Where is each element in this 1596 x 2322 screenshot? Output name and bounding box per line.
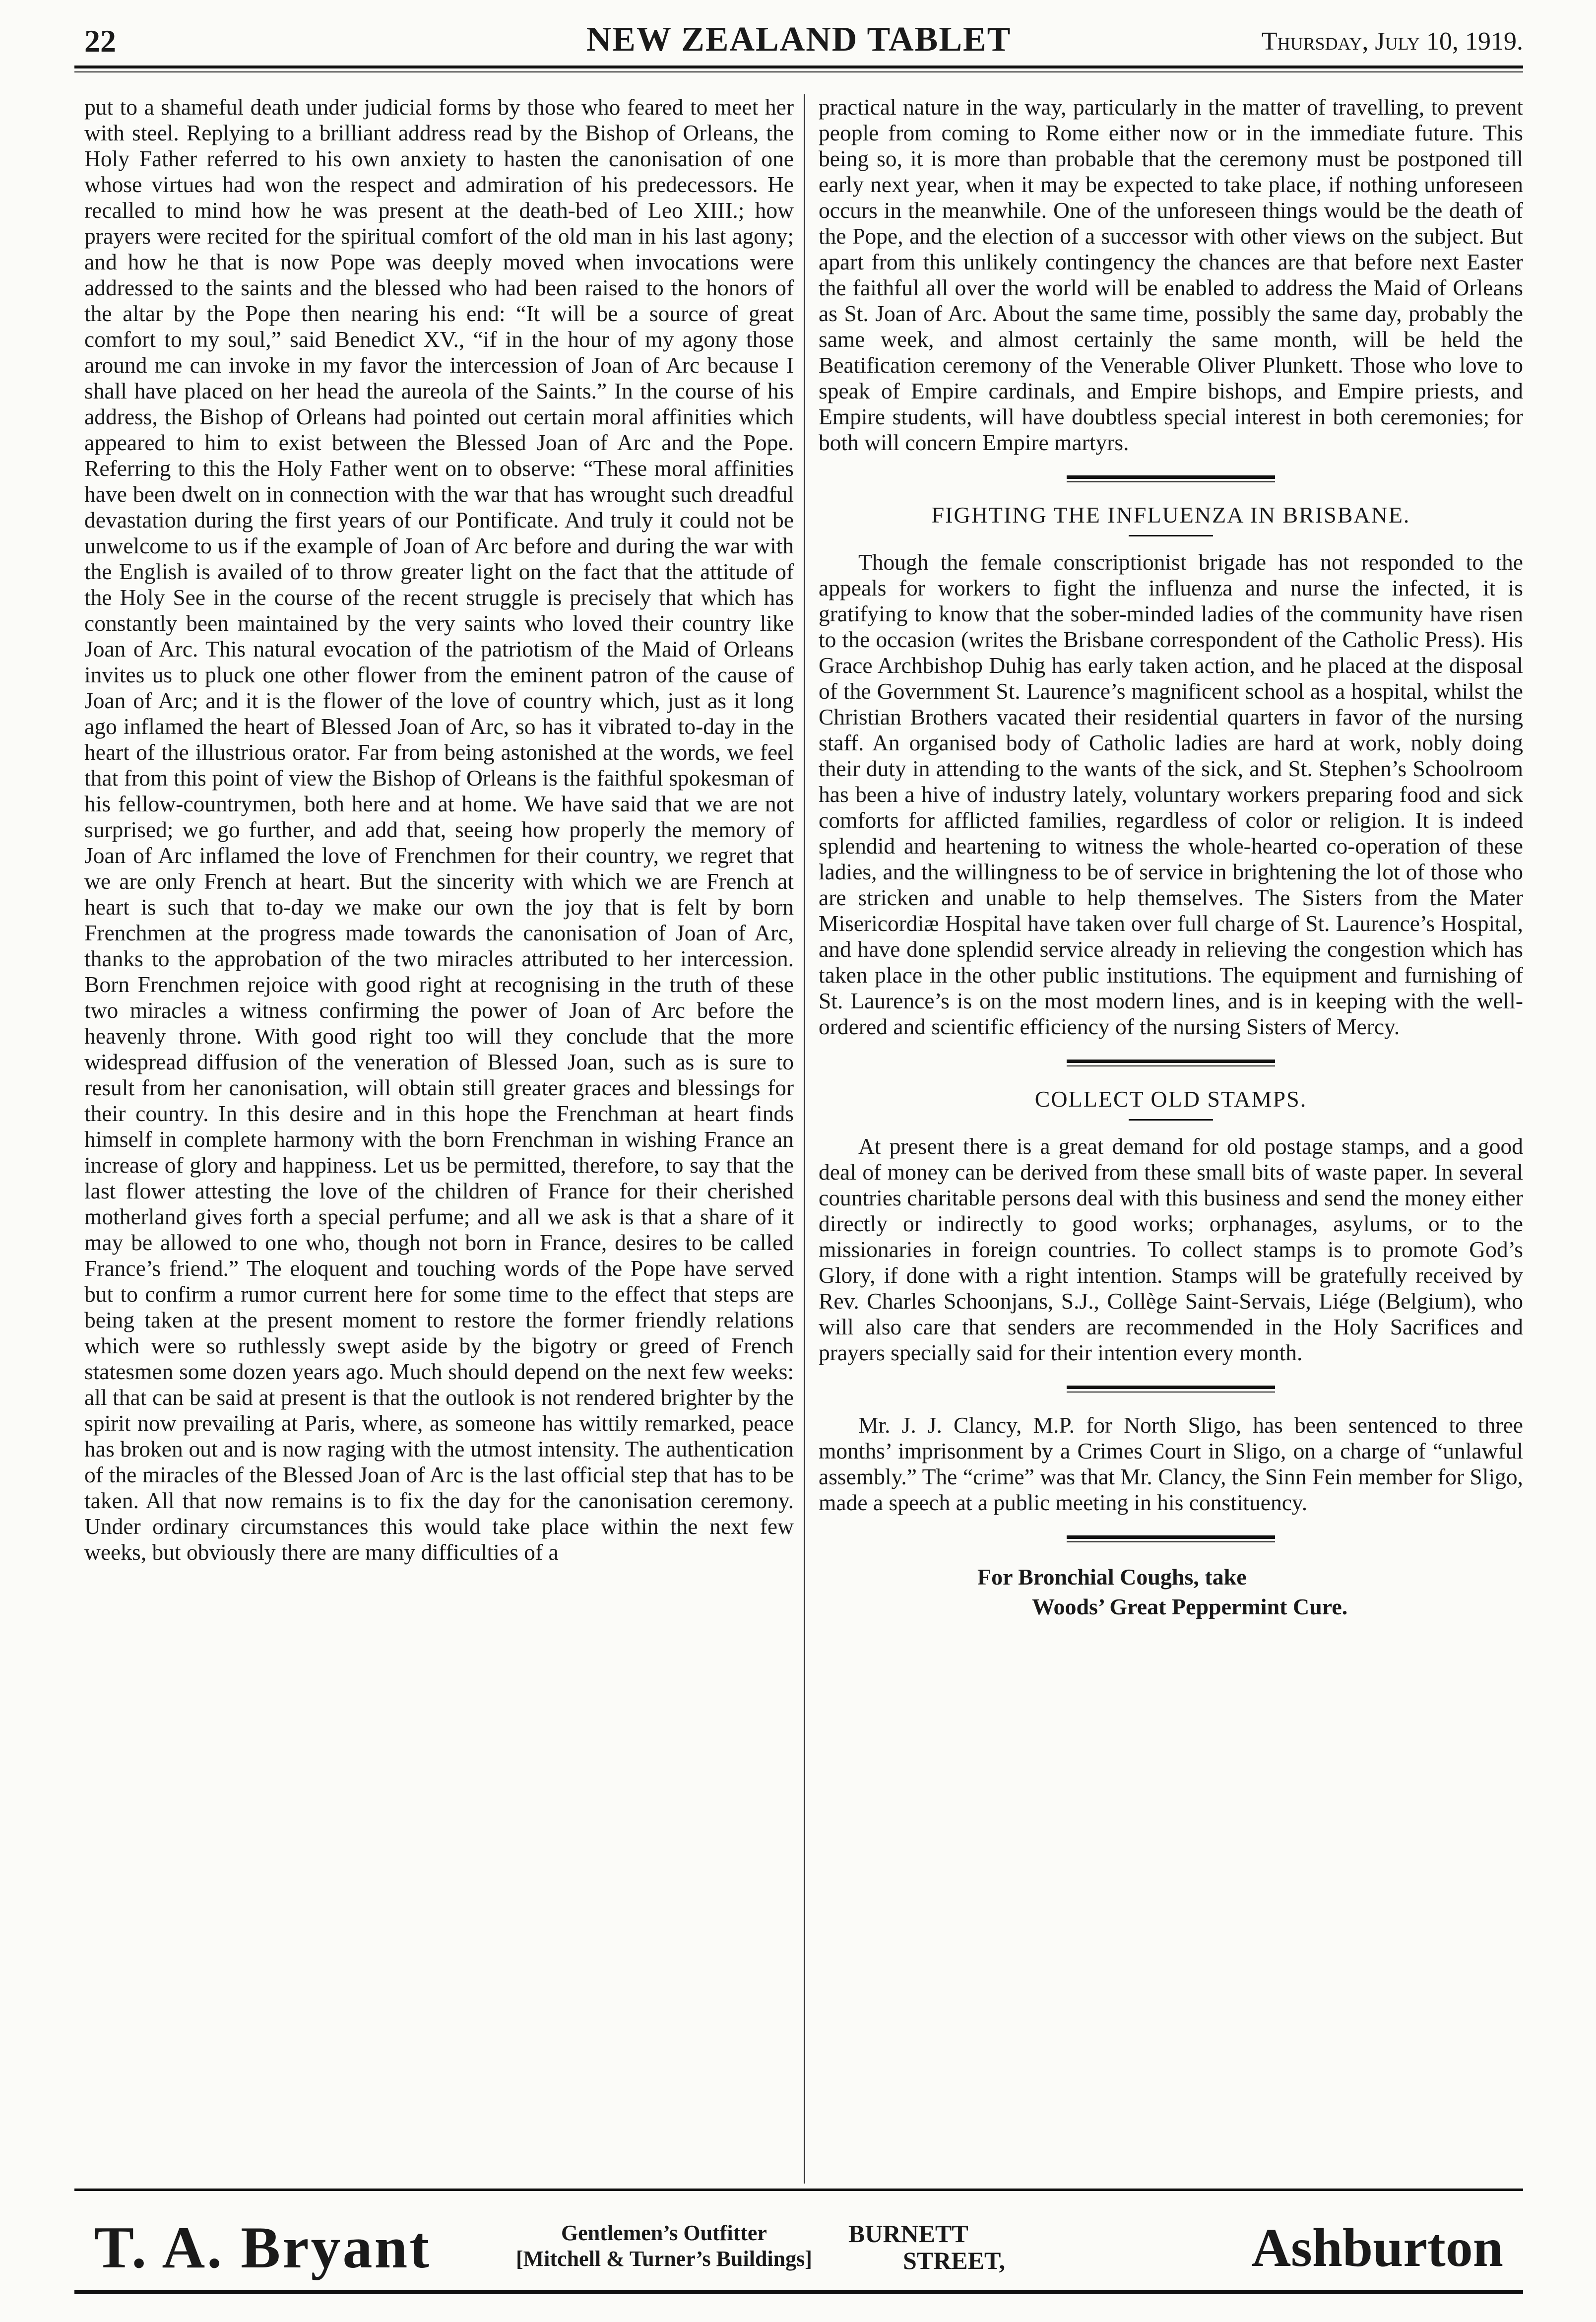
advertiser-trade [516, 2220, 812, 2272]
heading-underline [1129, 1119, 1213, 1121]
page-number: 22 [84, 23, 116, 59]
column-divider [804, 94, 805, 2184]
street-line-1: BURNETT [848, 2220, 968, 2248]
section-divider [1067, 1386, 1275, 1393]
trade-line-2: [Mitchell & Turner’s Buildings] [516, 2247, 812, 2271]
footer-advertisement [74, 2213, 1523, 2283]
article-paragraph: put to a shameful death under judicial forms by those who feared to meet her with steel. Replying to a brilliant address read by the Bishop of Orleans, the Holy Father referred to his own anxiety to hasten the canonisation of one whose virtues had won the respect and admiration of his predecessors. He recalled to mind how he was present at the death-bed of Leo XIII.; how prayers were recited for the spiritual comfort of the old man in his last agony; and how he that is now Pope was deeply moved when invocations were addressed to the saints and the blessed who had been raised to the honors of the altar by the Pope then nearing his end: “It will be a source of great comfort to my soul,” said Benedict XV., “if in the hour of my agony those around me can invoke in my favor the intercession of Joan of Arc because I shall have placed on her head the aureola of the Saints.” In the course of his address, the Bishop of Orleans had pointed out certain moral affinities which appeared to him to exist between the Blessed Joan of Arc and the Pope. Referring to this the Holy Father went on to observe: “These moral affinities have been dwelt on in connection with the war that has wrought such dreadful devastation during the first years of our Pontificate. And truly it could not be unwelcome to us if the example of Joan of Arc before and during the war with the English is availed of to throw greater light on the fact that the attitude of the Holy See in the course of the recent struggle is precisely that which has constantly been maintained by the very saints who loved their country like Joan of Arc. This natural evocation of the patriotism of the Maid of Orleans invites us to pluck one other flower from the eminent patron of the cause of Joan of Arc; and it is the flower of the love of country which, just as it long ago inflamed the heart of Blessed Joan of Arc, so has it vibrated to-day in the heart of the illustrious orator. Far from being astonished at the words, we feel that from this point of view the Bishop of Orleans is the faithful spokesman of his fellow-countrymen, both here and at home. We have said that we are not surprised; we go further, and add that, seeing how properly the memory of Joan of Arc inflamed the love of Frenchmen for their country, we regret that we are only French at heart. But the sincerity with which we are French at heart is such that to-day we make our own the joy that is felt by born Frenchmen at the progress made towards the canonisation of Joan of Arc, thanks to the approbation of the two miracles attributed to her intercession. Born Frenchmen rejoice with good right at recognising in the truth of these two miracles a witness confirming the power of Joan of Arc before the heavenly throne. With good right too will they conclude that the more widespread diffusion of the veneration of Blessed Joan, such as is sure to result from her canonisation, will obtain still greater graces and blessings for their country. In this desire and in this hope the Frenchman at heart finds himself in complete harmony with the born Frenchman in wishing France an increase of glory and happiness. Let us be permitted, therefore, to say that the last flower attesting the love of the children of France for their cherished motherland gives forth a special perfume; and all we ask is that a share of it may be allowed to one who, though not born in France, desires to be called France’s friend.” The eloquent and touching words of the Pope have served but to confirm a rumor current here for some time to the effect that steps are being taken at the present moment to restore the former friendly relations which were so ruthlessly swept aside by the bigotry or greed of French statesmen some dozen years ago. Much should depend on the next few weeks: all that can be said at present is that the outlook is not rendered brighter by the spirit now prevailing at Paris, where, as someone has wittily remarked, peace has broken out and is now raging with the utmost intensity. The authentication of the miracles of the Blessed Joan of Arc is the last official step that has to be taken. All that now remains is to fix the day for the canonisation ceremony. Under ordinary circumstances this would take place within the next few weeks, but obviously there are many difficulties of a [84, 94, 794, 1565]
advertiser-street [848, 2220, 1005, 2274]
influenza-body: Though the female conscriptionist brigade has not responded to the appeals for workers to fight the influenza and nurse the infected, it is gratifying to know that the sober-minded ladies of the community have risen to the occasion (writes the Brisbane correspondent of the Catholic Press). His Grace Archbishop Duhig has early taken action, and he placed at the disposal of the Government St. Laurence’s magnificent school as a hospital, whilst the Christian Brothers vacated their residential quarters in favor of the nursing staff. An organised body of Catholic ladies are hard at work, nobly doing their duty in attending to the wants of the sick, and St. Stephen’s Schoolroom has been a hive of industry lately, voluntary workers preparing food and sick comforts for afflicted families, regardless of color or religion. It is indeed splendid and heartening to witness the whole-hearted co-operation of these ladies, and the willingness to be of service in brightening the lot of those who are stricken and unable to help themselves. The Sisters from the Mater Misericordiæ Hospital have taken over full charge of St. Laurence’s Hospital, and have done splendid service already in relieving the congestion which has taken place in the other public institutions. The equipment and furnishing of St. Laurence’s is on the most modern lines, and is in keeping with the well-ordered and scientific efficiency of the nursing Sisters of Mercy. [819, 549, 1523, 1039]
heading-underline [1129, 535, 1213, 536]
footer-rule [74, 2189, 1523, 2191]
advertiser-name: T. A. Bryant [94, 2214, 432, 2280]
right-column [819, 94, 1523, 2189]
page-header [74, 20, 1523, 65]
stamps-heading: COLLECT OLD STAMPS. [1034, 1086, 1307, 1112]
section-divider [1067, 475, 1275, 482]
trade-line-1: Gentlemen’s Outfitter [561, 2221, 767, 2245]
notice-line-2: Woods’ Great Peppermint Cure. [1032, 1594, 1348, 1619]
header-rule [74, 66, 1523, 68]
article-continuation: practical nature in the way, particularly in the matter of travelling, to prevent people from coming to Rome either now or in the immediate future. This being so, it is more than probable that the ceremony must be postponed till early next year, when it may be expected to take place, if nothing unforeseen occurs in the meanwhile. One of the unforeseen things would be the death of the Pope, and the election of a successor with other views on the subject. But apart from this unlikely contingency the chances are that before next Easter the faithful all over the world will be enabled to address the Maid of Orleans as St. Joan of Arc. About the same time, possibly the same day, probably the same week, and almost certainly the same month, will be held the Beatification ceremony of the Venerable Oliver Plunkett. Those who love to speak of Empire cardinals, and Empire bishops, and Empire priests, and Empire students, will have doubtless special interest in both ceremonies; for both will concern Empire martyrs. [819, 94, 1523, 455]
newspaper-page [74, 20, 1523, 2303]
section-divider [1067, 1535, 1275, 1542]
footer-rule-bottom [74, 2290, 1523, 2294]
street-line-2: STREET, [903, 2247, 1006, 2274]
masthead-title: NEW ZEALAND TABLET [586, 20, 1012, 59]
clancy-paragraph: Mr. J. J. Clancy, M.P. for North Sligo, has been sentenced to three months’ imprisonment by a Crimes Court in Sligo, on a charge of “unlawful assembly.” The “crime” was that Mr. Clancy, the Sinn Fein member for Sligo, made a speech at a public meeting in his constituency. [819, 1412, 1523, 1515]
cough-cure-notice [977, 1562, 1523, 1622]
influenza-heading: FIGHTING THE INFLUENZA IN BRISBANE. [931, 502, 1410, 528]
advertiser-town: Ashburton [1251, 2217, 1503, 2278]
issue-date: Thursday, July 10, 1919. [1261, 27, 1523, 56]
left-column [84, 94, 794, 2189]
header-rule-thin [74, 71, 1523, 72]
stamps-body: At present there is a great demand for old postage stamps, and a good deal of money can be derived from these small bits of waste paper. In several countries charitable persons deal with this business and send the money either directly or indirectly to good works; orphanages, asylums, or to the missionaries in foreign countries. To collect stamps is to promote God’s Glory, if done with a right intention. Stamps will be gratefully received by Rev. Charles Schoonjans, S.J., Collège Saint-Servais, Liége (Belgium), who will also care that senders are recommended in the Holy Sacrifices and prayers specially said for their intention every month. [819, 1133, 1523, 1365]
notice-line-1: For Bronchial Coughs, take [977, 1564, 1247, 1590]
section-divider [1067, 1060, 1275, 1066]
